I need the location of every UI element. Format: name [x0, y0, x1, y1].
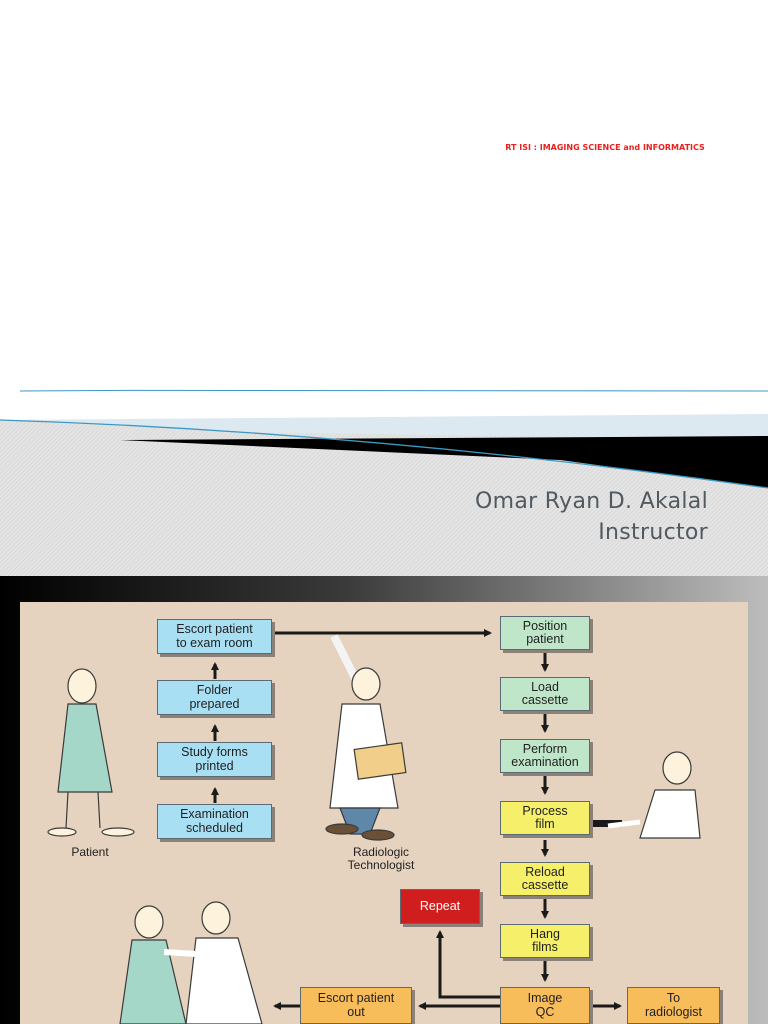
box-image-qc: Image QC: [500, 987, 590, 1024]
box-repeat: Repeat: [400, 889, 480, 924]
box-folder-prepared: Folder prepared: [157, 680, 272, 715]
diagram-background: [0, 576, 768, 1024]
box-study-forms-printed: Study forms printed: [157, 742, 272, 777]
course-title: RT ISI : IMAGING SCIENCE and INFORMATICS: [505, 143, 705, 152]
box-hang-films: Hang films: [500, 924, 590, 958]
box-escort-patient-out: Escort patient out: [300, 987, 412, 1024]
presenter-block: [475, 486, 708, 548]
box-examination-scheduled: Examination scheduled: [157, 804, 272, 839]
label-radiologic-technologist: Radiologic Technologist: [347, 845, 415, 872]
box-load-cassette: Load cassette: [500, 677, 590, 711]
workflow-diagram: [0, 576, 768, 1024]
box-reload-cassette: Reload cassette: [500, 862, 590, 896]
presenter-role: Instructor: [598, 520, 708, 545]
box-to-radiologist: To radiologist: [627, 987, 720, 1024]
box-escort-to-exam-room: Escort patient to exam room: [157, 619, 272, 654]
box-process-film: Process film: [500, 801, 590, 835]
box-perform-examination: Perform examination: [500, 739, 590, 773]
presenter-name: Omar Ryan D. Akalal: [474, 489, 708, 514]
label-patient: Patient: [71, 845, 109, 859]
decorative-swoosh-band: [0, 380, 768, 580]
box-position-patient: Position patient: [500, 616, 590, 650]
